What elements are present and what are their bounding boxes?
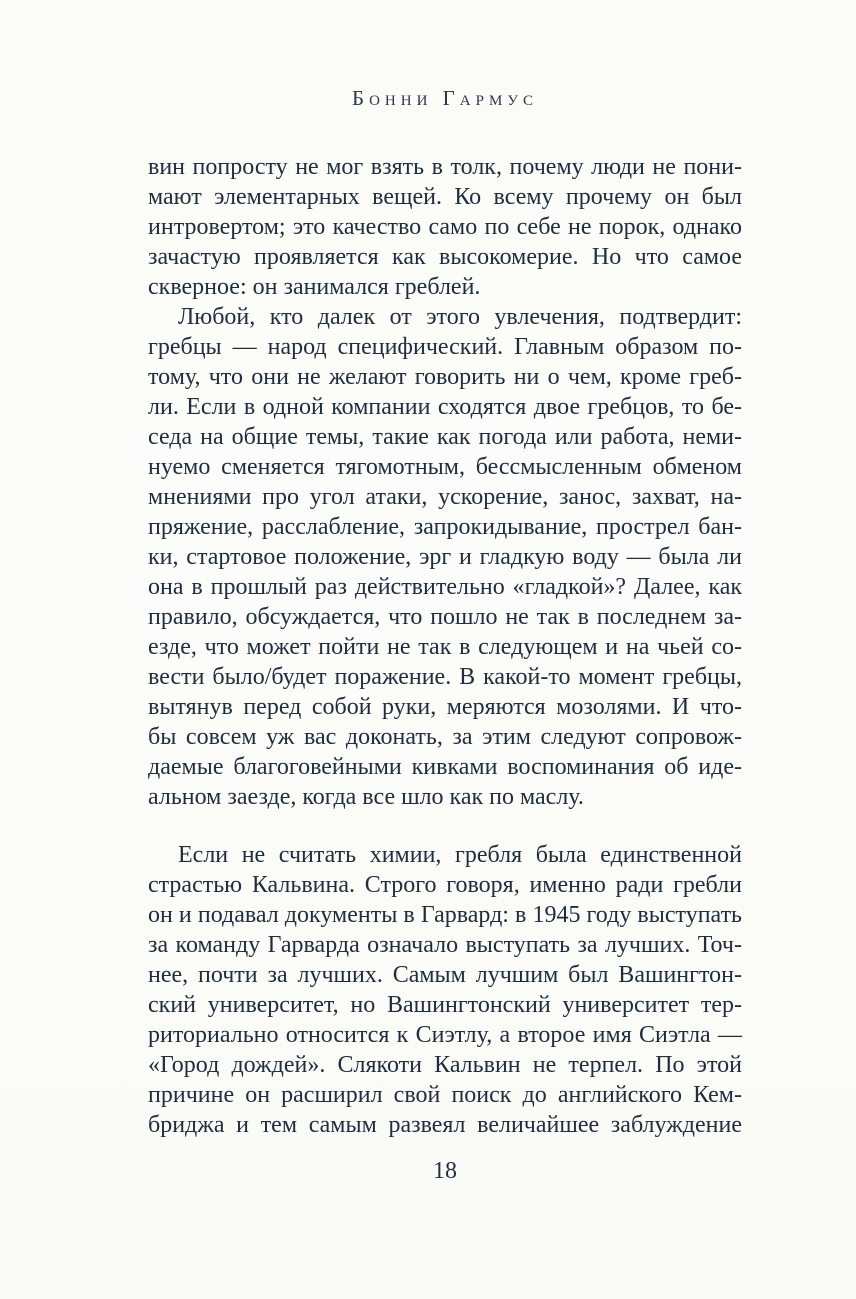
text-line: седа на общие темы, такие как погода или работа, неми-: [148, 424, 742, 450]
text-line: скверное: он занимался греблей.: [148, 274, 481, 300]
paragraph: [148, 152, 742, 302]
paragraph: [148, 302, 742, 812]
text-line: вытянув перед собой руки, меряются мозолями. И что-: [148, 694, 742, 720]
text-line: ки, стартовое положение, эрг и гладкую воду — была ли: [148, 544, 742, 570]
text-line: она в прошлый раз действительно «гладкой»? Далее, как: [148, 574, 742, 600]
text-line: «Город дождей». Слякоти Кальвин не терпел. По этой: [148, 1052, 742, 1078]
text-line: нуемо сменяется тягомотным, бессмысленным обменом: [148, 454, 742, 480]
text-line: тому, что они не желают говорить ни о чем, кроме греб-: [148, 364, 742, 390]
text-line: страстью Кальвина. Строго говоря, именно ради гребли: [148, 872, 742, 898]
page-number: 18: [433, 1158, 457, 1184]
text-line: альном заезде, когда все шло как по маслу.: [148, 784, 584, 810]
text-line: бриджа и тем самым развеял величайшее заблуждение: [148, 1112, 742, 1138]
text-line: даемые благоговейными кивками воспоминания об иде-: [148, 754, 742, 780]
text-line: гребцы — народ специфический. Главным образом по-: [148, 334, 742, 360]
text-line: риториально относится к Сиэтлу, а второе имя Сиэтла —: [148, 1022, 742, 1048]
text-line: Любой, кто далек от этого увлечения, подтвердит:: [178, 304, 742, 330]
text-line: он и подавал документы в Гарвард: в 1945 году выступать: [148, 902, 742, 928]
paragraph: [148, 840, 742, 1140]
text-line: Если не считать химии, гребля была единственной: [178, 842, 742, 868]
text-line: вин попросту не мог взять в толк, почему люди не пони-: [148, 154, 742, 180]
text-line: интровертом; это качество само по себе не порок, однако: [148, 214, 742, 240]
text-line: пряжение, расслабление, запрокидывание, прострел бан-: [148, 514, 742, 540]
text-line: зачастую проявляется как высокомерие. Но что самое: [148, 244, 742, 270]
author-name: Бонни Гармус: [352, 86, 538, 110]
text-line: нее, почти за лучших. Самым лучшим был Вашингтон-: [148, 962, 742, 988]
text-line: ли. Если в одной компании сходятся двое гребцов, то бе-: [148, 394, 742, 420]
body-text-block: [148, 152, 742, 1140]
text-line: за команду Гарварда означало выступать за лучших. Точ-: [148, 932, 742, 958]
text-line: езде, что может пойти не так в следующем и на чьей со-: [148, 634, 742, 660]
text-line: правило, обсуждается, что пошло не так в последнем за-: [148, 604, 742, 630]
text-line: мают элементарных вещей. Ко всему прочему он был: [148, 184, 742, 210]
text-line: бы совсем уж вас доконать, за этим следуют сопровож-: [148, 724, 742, 750]
text-line: мнениями про угол атаки, ускорение, занос, захват, на-: [148, 484, 742, 510]
text-line: вести было/будет поражение. В какой-то момент гребцы,: [148, 664, 742, 690]
text-line: ский университет, но Вашингтонский университет тер-: [148, 992, 742, 1018]
running-header: [148, 86, 742, 110]
text-line: причине он расширил свой поиск до английского Кем-: [148, 1082, 742, 1108]
